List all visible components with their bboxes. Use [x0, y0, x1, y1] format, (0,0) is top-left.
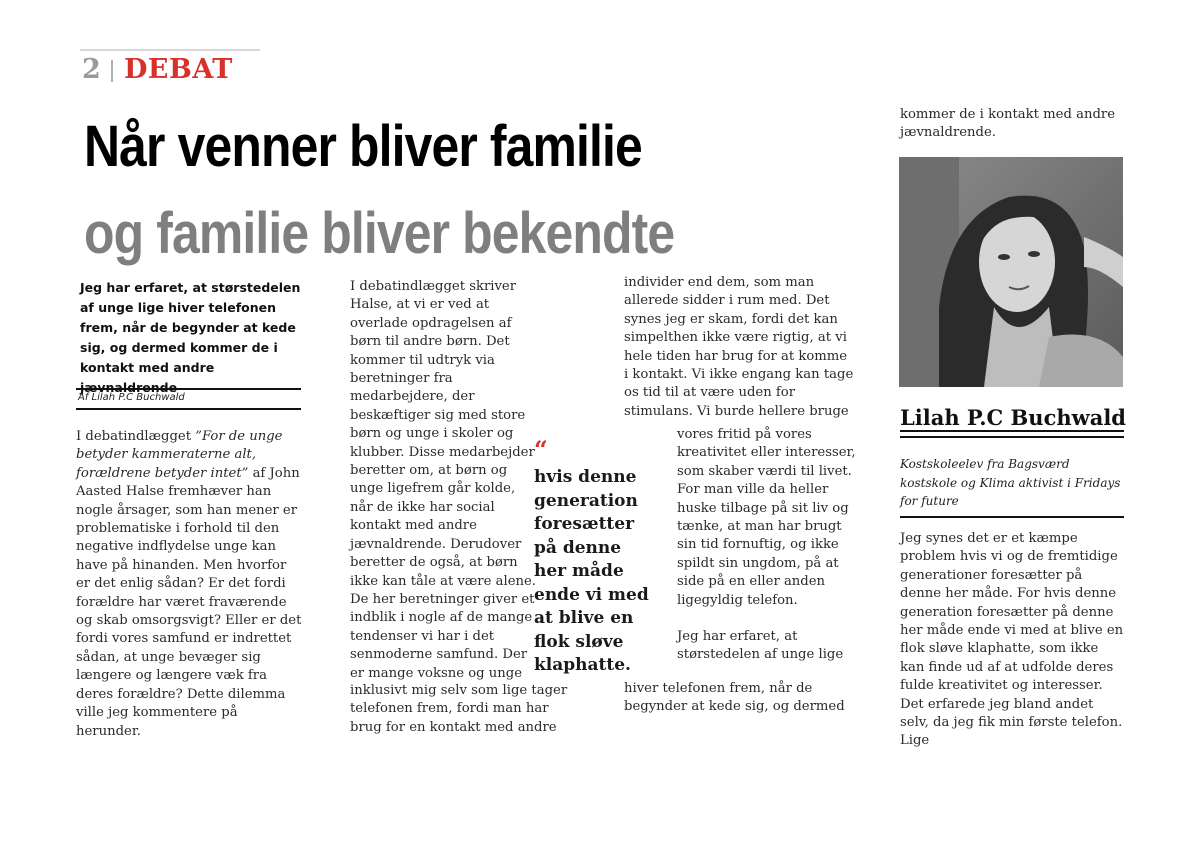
column-1-text: af John Aasted Halse fremhæver han nogle årsager, som han mener er problematiske i forhold til den negative indflydelse unge kan have på hinanden. Men hvorfor er det enlig sådan? Er det fordi forældre har været fraværende og skab omsorgsvigt? Eller er det fordi vores samfund er indrettet sådan, at unge bevæger sig længere og længere væk fra deres forældre? Dette dilemma ville jeg kommentere på herunder.: [76, 465, 302, 739]
author-portrait-image: [899, 157, 1123, 387]
pull-quote: hvis denne generation foresætter på denne her måde ende vi med at blive en flok sløve klaphatte.: [534, 467, 649, 675]
column-3-paragraph: Jeg har erfaret, at størstedelen af unge lige: [677, 629, 844, 663]
column-3-bottom: hiver telefonen frem, når de begynder at kede sig, og dermed: [624, 681, 845, 715]
cited-article-title: ”For de unge betyder kammeraterne alt, forældrene betyder intet”: [76, 429, 283, 481]
author-photo: [899, 157, 1123, 387]
byline-rule-bottom: [76, 408, 301, 410]
quote-mark-icon: “: [534, 435, 548, 464]
column-1: [76, 428, 304, 741]
headline-line-1: Når venner bliver familie: [84, 114, 642, 179]
column-4-bottom: Jeg synes det er et kæmpe problem hvis vi og de fremtidige generationer foresætter på denne her måde. For hvis denne generation foresætter på denne her måde ende vi med at blive en flok sløve klaphatte, som ikke kan finde ud af at udfolde deres fulde kreativitet og interesser. Det erfarede jeg bland andet selv, da jeg fik min første telefon. Lige: [900, 531, 1124, 749]
section-label: DEBAT: [124, 54, 233, 85]
author-name-rule: [900, 436, 1124, 438]
column-4-top: kommer de i kontakt med andre jævnaldrende.: [900, 107, 1116, 141]
lead-paragraph: Jeg har erfaret, at størstedelen af unge lige hiver telefonen frem, når de begynder at kede sig, og dermed kommer de i kontakt med andre: [80, 280, 301, 375]
author-name: Lilah P.C Buchwald: [900, 405, 1126, 430]
column-3-paragraph: vores fritid på vores kreativitet eller interesser, som skaber værdi til livet. For man ville da heller huske tilbage på sit liv og tænke, at man har brugt sin tid fornuftig, og ikke spildt sin ungdom, på at side på en eller anden ligegyldig telefon.: [677, 427, 856, 608]
headline-line-2: og familie bliver bekendte: [84, 201, 675, 266]
column-3-middle: [677, 426, 857, 665]
byline-rule-top: [76, 388, 301, 390]
page-number: 2: [82, 54, 101, 85]
column-2-continued: inklusivt mig selv som lige tager telefonen frem, fordi man har brug for en kontakt med andre: [350, 683, 568, 735]
author-role-rule: [900, 516, 1124, 518]
column-2: I debatindlægget skriver Halse, at vi er ved at overlade opdragelsen af børn til andre børn. Det kommer til udtryk via beretninger fra medarbejdere, der beskæftiger sig med store børn og unge i skoler og klubber. Disse medarbejder beretter om, at børn og unge ligefrem går kolde, når de ikke har social kontakt med andre jævnaldrende. Derudover beretter de også, at børn ikke kan tåle at være alene. De her beretninger giver et indblik i nogle af de mange tendenser vi har i det senmoderne samfund. Der er mange voksne og unge: [350, 279, 536, 681]
author-name-rule: [900, 430, 1124, 432]
author-role: Kostskoleelev fra Bagsværd kostskole og Klima aktivist i Fridays for future: [900, 457, 1121, 508]
column-3-top: individer end dem, som man allerede sidder i rum med. Det synes jeg er skam, fordi det kan simpelthen ikke være rigtig, at vi hele tiden har brug for at komme i kontakt. Vi ikke engang kan tage os tid til at være uden for stimulans. Vi burde hellere bruge: [624, 275, 854, 419]
header-divider: [111, 60, 113, 82]
byline: Af Lilah P.C Buchwald: [78, 392, 185, 403]
header-rule: [80, 49, 260, 51]
column-1-prefix: I debatindlægget: [76, 429, 196, 444]
